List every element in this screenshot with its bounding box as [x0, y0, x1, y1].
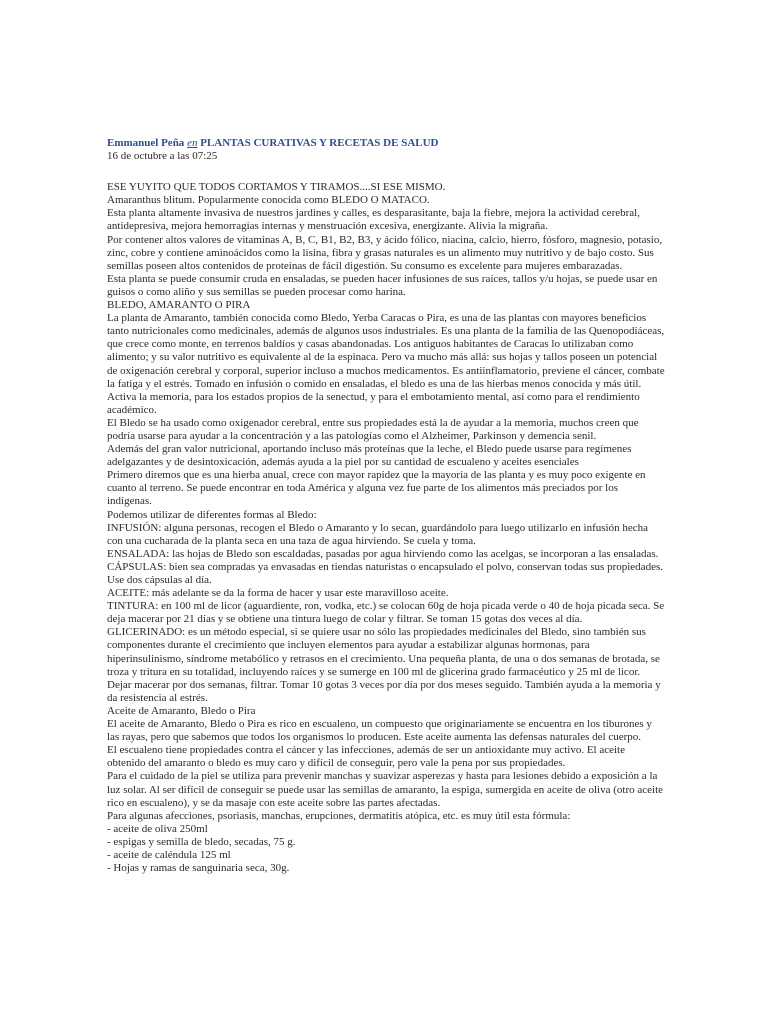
paragraph: Por contener altos valores de vitaminas A, B, C, B1, B2, B3, y ácido fólico, niacina, calcio, hierro, fósforo, magnesio, potasio, zinc, cobre y contiene aminoácidos como la lisina, fibra y grasas naturales es un alimento muy nutritivo y de bajo costo. Sus semillas poseen altos contenidos de proteínas de fácil digestión. Su consumo es excelente para mujeres embarazadas. [107, 233, 663, 272]
post-date: 16 de octubre a las 07:25 [107, 150, 218, 163]
paragraph: Esta planta altamente invasiva de nuestros jardines y calles, es desparasitante, baja la fiebre, mejora la actividad cerebral, antidepresiva, mejora hemorragias internas y menstruación excesiva, energizante. Alivia la migraña. [107, 207, 640, 233]
paragraph: ESE YUYITO QUE TODOS CORTAMOS Y TIRAMOS....SI ESE MISMO. [107, 181, 446, 194]
paragraph: CÁPSULAS: bien sea compradas ya envasadas en tiendas naturistas o encapsulado el polvo, conservan todas sus propiedades. Use dos cápsulas al día. [107, 560, 663, 586]
post-header [107, 137, 665, 150]
paragraph: Amaranthus blitum. Popularmente conocida como BLEDO O MATACO. [107, 194, 430, 207]
list-item: - espigas y semilla de bledo, secadas, 75 g. [107, 835, 296, 848]
author-link[interactable]: Emmanuel Peña [107, 137, 185, 149]
paragraph: GLICERINADO: es un método especial, si se quiere usar no sólo las propiedades medicinales del Bledo, sino también sus componentes durante el crecimiento que incluyen elementos para ayudar a estabilizar algunas hormonas, para hiperinsulinismo, síndrome metabólico y retrasos en el crecimiento. Una pequeña planta, de una o dos semanas de brotada, se troza y tritura en su totalidad, incluyendo raíces y se sumerge en 100 ml de glicerina grado farmacéutico y 25 ml de licor. Dejar macerar por dos semanas, filtrar. Tomar 10 gotas 3 veces por día por dos meses seguido. También ayuda a la memoria y da resistencia al estrés. [107, 626, 661, 704]
post [107, 137, 665, 875]
paragraph: Para el cuidado de la piel se utiliza para prevenir manchas y suavizar asperezas y hasta para lesiones debido a exposición a la luz solar. Al ser difícil de conseguir se puede usar las semillas de amaranto, la espiga, sumergida en aceite de oliva (otro aceite rico en escualeno), y se da masaje con este aceite sobre las partes afectadas. [107, 770, 664, 809]
en-link[interactable]: en [187, 137, 198, 149]
paragraph: TINTURA: en 100 ml de licor (aguardiente, ron, vodka, etc.) se colocan 60g de hoja picada verde o 40 de hoja picada seca. Se deja macerar por 21 días y se obtiene una tintura luego de colar y filtrar. Se toman 15 gotas dos veces al día. [107, 600, 665, 626]
paragraph: Además del gran valor nutricional, aportando incluso más proteínas que la leche, el Bledo puede usarse para regímenes adelgazantes y de desintoxicación, además ayuda a la piel por su cantidad de escualeno y aceites esenciales [107, 443, 632, 469]
paragraph: ENSALADA: las hojas de Bledo son escaldadas, pasadas por agua hirviendo como las acelgas, se incorporan a las ensaladas. [107, 547, 659, 560]
section-heading: BLEDO, AMARANTO O PIRA [107, 299, 251, 312]
paragraph: El escualeno tiene propiedades contra el cáncer y las infecciones, además de ser un antioxidante muy activo. El aceite obtenido del amaranto o bledo es muy caro y difícil de conseguir, pero vale la pena por sus propiedades. [107, 744, 625, 770]
list-item: - aceite de oliva 250ml [107, 822, 208, 835]
paragraph: Para algunas afecciones, psoriasis, manchas, erupciones, dermatitis atópica, etc. es muy útil esta fórmula: [107, 809, 571, 822]
post-body [107, 181, 665, 875]
paragraph: Podemos utilizar de diferentes formas al Bledo: [107, 508, 317, 521]
paragraph: INFUSIÓN: alguna personas, recogen el Bledo o Amaranto y lo secan, guardándolo para luego utilizarlo en infusión hecha con una cucharada de la planta seca en una taza de agua hirviendo. Se cuela y toma. [107, 521, 648, 547]
paragraph: El Bledo se ha usado como oxigenador cerebral, entre sus propiedades está la de ayudar a la memoria, muchos creen que podría usarse para ayudar a la concentración y a las patologías como el Alzheimer, Parkinson y demencia senil. [107, 416, 639, 442]
section-heading: Aceite de Amaranto, Bledo o Pira [107, 704, 256, 717]
paragraph: La planta de Amaranto, también conocida como Bledo, Yerba Caracas o Pira, es una de las plantas con mayores beneficios tanto nutricionales como medicinales, además de algunos usos industriales. Es una planta de la familia de las Quenopodiáceas, que crece como monte, en terrenos baldíos y casas abandonadas. Los antiguos habitantes de Caracas lo utilizaban como alimento; y su valor nutritivo es equivalente al de la espinaca. Pero va mucho más allá: sus hojas y tallos poseen un potencial de oxigenación cerebral y corporal, superior incluso a muchos medicamentos. Es antiinflamatorio, previene el cáncer, combate la fatiga y el estrés. Tomado en infusión o comido en ensaladas, el bledo es una de las hierbas menos conocida y más útil. Activa la memoria, para los estados propios de la senectud, y para el embotamiento mental, así como para el rendimiento académico. [107, 312, 665, 416]
paragraph: Primero diremos que es una hierba anual, crece con mayor rapidez que la mayoría de las planta y es muy poco exigente en cuanto al terreno. Se puede encontrar en toda América y alguna vez fue parte de los alimentos más preciados por los indígenas. [107, 469, 646, 508]
group-link[interactable]: PLANTAS CURATIVAS Y RECETAS DE SALUD [200, 137, 439, 149]
paragraph: Esta planta se puede consumir cruda en ensaladas, se pueden hacer infusiones de sus raíces, tallos y/u hojas, se puede usar en guisos o como aliño y sus semillas se pueden procesar como harina. [107, 272, 658, 298]
list-item: - Hojas y ramas de sanguinaria seca, 30g. [107, 862, 290, 875]
paragraph: El aceite de Amaranto, Bledo o Pira es rico en escualeno, un compuesto que originariamente se encuentra en los tiburones y las rayas, pero que sabemos que todos los organismos lo producen. Este aceite aumenta las defensas naturales del cuerpo. [107, 718, 652, 744]
paragraph: ACEITE: más adelante se da la forma de hacer y usar este maravilloso aceite. [107, 587, 449, 600]
list-item: - aceite de caléndula 125 ml [107, 848, 231, 861]
